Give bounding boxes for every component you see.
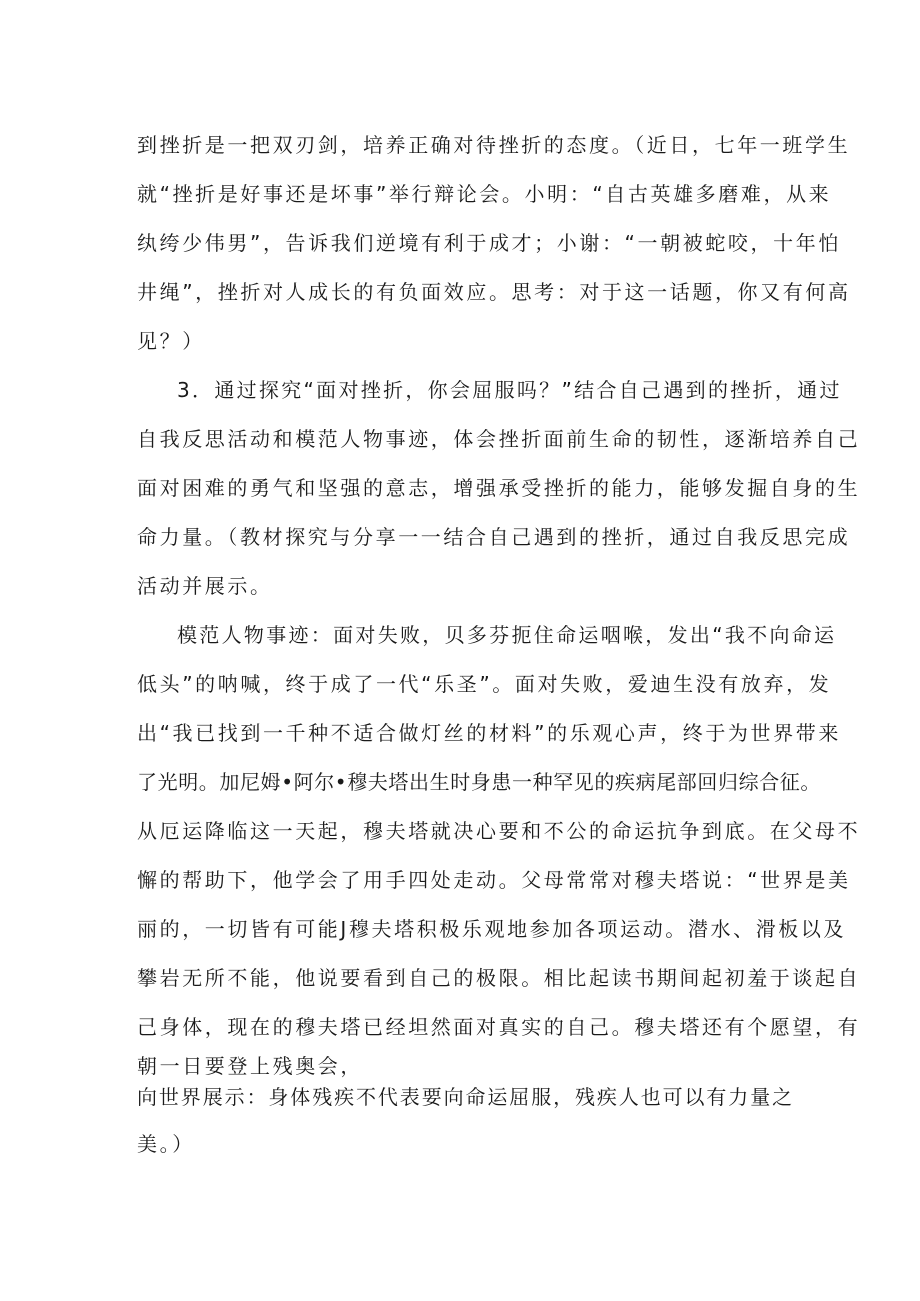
text-line: 向世界展示：身体残疾不代表要向命运屈服，残疾人也可以有力量之	[137, 1085, 794, 1109]
text-line: 到挫折是一把双刃剑，培养正确对待挫折的态度。（近日，七年一班学生	[137, 133, 851, 157]
text-line: 丽的，一切皆有可能J穆夫塔积极乐观地参加各项运动。潜水、滑板以及	[137, 917, 847, 941]
text-line: 美。）	[137, 1132, 195, 1156]
text-line: 活动并展示。	[137, 574, 273, 598]
text-line: 出“我已找到一千种不适合做灯丝的材料”的乐观心声，终于为世界带来	[137, 721, 841, 745]
text-line: 从厄运降临这一天起，穆夫塔就决心要和不公的命运抗争到底。在父母不	[137, 819, 861, 843]
text-line: 己身体，现在的穆夫塔已经坦然面对真实的自己。穆夫塔还有个愿望，有	[137, 1015, 861, 1039]
text-line: 朝一日要登上残奥会，	[137, 1054, 363, 1078]
text-line: 3．通过探究“面对挫折，你会屈服吗？”结合自己遇到的挫折，通过	[177, 378, 842, 402]
text-line: 攀岩无所不能，他说要看到自己的极限。相比起读书期间起初羞于谈起自	[137, 966, 861, 990]
text-line: 了光明。加尼姆•阿尔•穆夫塔出生时身患一种罕见的疾病尾部回归综合征。	[137, 770, 821, 794]
text-line: 见？）	[137, 329, 205, 353]
text-line: 懈的帮助下，他学会了用手四处走动。父母常常对穆夫塔说：“世界是美	[137, 868, 851, 892]
text-line: 就“挫折是好事还是坏事”举行辩论会。小明：“自古英雄多磨难，从来	[137, 182, 832, 206]
text-line: 自我反思活动和模范人物事迹，体会挫折面前生命的韧性，逐渐培养自己	[137, 427, 861, 451]
text-line: 模范人物事迹：面对失败，贝多芬扼住命运咽喉，发出“我不向命运	[177, 623, 837, 647]
text-line: 面对困难的勇气和坚强的意志，增强承受挫折的能力，能够发掘自身的生	[137, 476, 861, 500]
text-line: 井绳”，挫折对人成长的有负面效应。思考：对于这一话题，你又有何高	[137, 280, 851, 304]
text-line: 低头”的呐喊，终于成了一代“乐圣”。面对失败，爱迪生没有放弃，发	[137, 672, 832, 696]
text-line: 命力量。（教材探究与分享一一结合自己遇到的挫折，通过自我反思完成	[137, 525, 851, 549]
text-line: 纨绔少伟男”，告诉我们逆境有利于成才；小谢：“一朝被蛇咬，十年怕	[137, 231, 841, 255]
